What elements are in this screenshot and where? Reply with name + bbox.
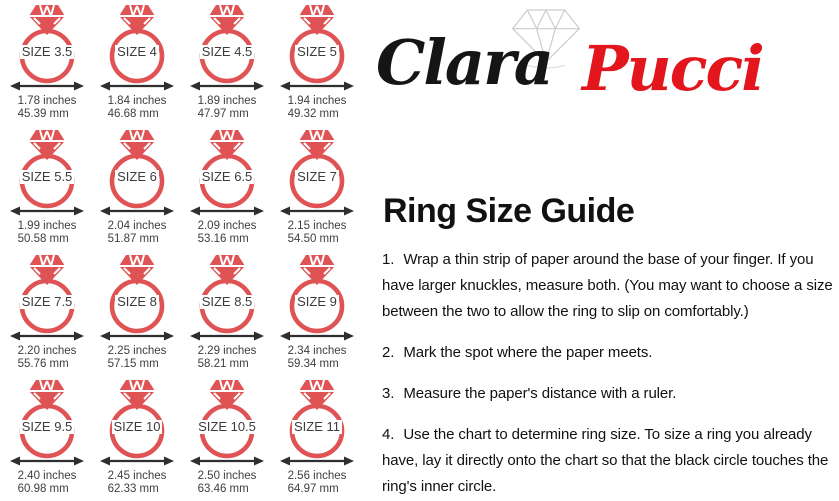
ring-graphic: [272, 4, 362, 94]
ring-size-label: SIZE 4.5: [201, 44, 253, 59]
ring-dimensions: [272, 220, 362, 247]
ring-dimensions: [182, 95, 272, 122]
ring-size-cell: [2, 254, 92, 379]
ring-size-label: SIZE 11: [293, 419, 340, 434]
ring-dimensions: [272, 95, 362, 122]
ring-circle: [292, 281, 342, 331]
ring-size-cell: [182, 254, 272, 379]
ring-size-cell: [272, 379, 362, 501]
diameter-mm: 50.58 mm: [17, 232, 69, 245]
ring-size-label: SIZE 9.5: [21, 419, 73, 434]
ring-graphic: [92, 254, 182, 344]
ring-dimensions: [92, 220, 182, 247]
instruction-step: [382, 340, 839, 366]
diameter-mm: 54.50 mm: [287, 232, 339, 245]
ring-graphic: [272, 379, 362, 469]
diameter-inches: 2.20 inches: [17, 345, 77, 357]
ring-graphic: [182, 4, 272, 94]
ring-size-cell: [182, 379, 272, 501]
diameter-inches: 1.94 inches: [287, 95, 347, 107]
ring-size-cell: [272, 254, 362, 379]
ring-dimensions: [92, 470, 182, 497]
ring-size-label: SIZE 6.5: [201, 169, 253, 184]
brand-logo: [372, 8, 792, 108]
diameter-inches: 2.29 inches: [197, 345, 257, 357]
ring-size-label: SIZE 4: [117, 44, 157, 59]
ring-circle: [112, 156, 162, 206]
diameter-mm: 63.46 mm: [197, 482, 249, 495]
ring-size-cell: [272, 4, 362, 129]
step-number: 3.: [382, 385, 395, 402]
ring-size-cell: [2, 4, 92, 129]
ring-illustration: [92, 4, 182, 94]
ring-graphic: [92, 4, 182, 94]
ring-dimensions: [2, 95, 92, 122]
ring-illustration: [272, 129, 362, 219]
ring-size-label: SIZE 5.5: [21, 169, 73, 184]
diameter-mm: 62.33 mm: [107, 482, 159, 495]
ring-dimensions: [182, 470, 272, 497]
diameter-inches: 2.45 inches: [107, 470, 167, 482]
ring-size-label: SIZE 6: [117, 169, 157, 184]
step-number: 1.: [382, 251, 395, 268]
ring-size-cell: [2, 379, 92, 501]
ring-size-cell: [92, 379, 182, 501]
ring-graphic: [182, 254, 272, 344]
ring-circle: [292, 156, 342, 206]
ring-circle: [22, 406, 72, 456]
ring-illustration: [272, 254, 362, 344]
step-number: 4.: [382, 426, 395, 443]
ring-circle: [292, 31, 342, 81]
diameter-mm: 49.32 mm: [287, 107, 339, 120]
instruction-step: [382, 381, 839, 407]
diameter-mm: 57.15 mm: [107, 357, 159, 370]
diameter-inches: 2.40 inches: [17, 470, 77, 482]
diameter-inches: 2.09 inches: [197, 220, 257, 232]
ring-dimensions: [2, 470, 92, 497]
ring-dimensions: [2, 345, 92, 372]
ring-dimensions: [92, 345, 182, 372]
ring-size-label: SIZE 8.5: [201, 294, 253, 309]
ring-graphic: [272, 254, 362, 344]
diameter-mm: 45.39 mm: [17, 107, 69, 120]
ring-size-cell: [2, 129, 92, 254]
ring-circle: [202, 406, 252, 456]
diameter-mm: 47.97 mm: [197, 107, 249, 120]
ring-illustration: [182, 379, 272, 469]
ring-size-label: SIZE 7.5: [21, 294, 73, 309]
ring-circle: [22, 281, 72, 331]
diameter-mm: 55.76 mm: [17, 357, 69, 370]
ring-graphic: [182, 129, 272, 219]
ring-dimensions: [182, 345, 272, 372]
ring-size-cell: [182, 129, 272, 254]
diameter-inches: 2.04 inches: [107, 220, 167, 232]
diameter-mm: 51.87 mm: [107, 232, 159, 245]
diameter-inches: 1.84 inches: [107, 95, 167, 107]
step-text: Use the chart to determine ring size. To size a ring you already have, lay it directly onto the chart so that the black circle touches the ring's inner circle.: [382, 426, 829, 495]
ring-size-label: SIZE 10.5: [198, 419, 256, 434]
ring-dimensions: [272, 345, 362, 372]
ring-graphic: [92, 379, 182, 469]
ring-graphic: [2, 4, 92, 94]
diameter-inches: 1.78 inches: [17, 95, 77, 107]
ring-size-label: SIZE 9: [297, 294, 337, 309]
ring-illustration: [182, 254, 272, 344]
diameter-inches: 2.56 inches: [287, 470, 347, 482]
page-title: Ring Size Guide: [383, 192, 635, 230]
step-text: Mark the spot where the paper meets.: [403, 344, 653, 361]
ring-circle: [112, 31, 162, 81]
ring-circle: [202, 31, 252, 81]
ring-graphic: [2, 129, 92, 219]
ring-size-label: SIZE 8: [117, 294, 157, 309]
ring-dimensions: [272, 470, 362, 497]
ring-size-chart: [2, 4, 362, 501]
diameter-inches: 1.89 inches: [197, 95, 257, 107]
ring-size-label: SIZE 10: [113, 419, 161, 434]
diameter-mm: 64.97 mm: [287, 482, 339, 495]
step-number: 2.: [382, 344, 395, 361]
instruction-step: [382, 422, 839, 500]
ring-illustration: [92, 129, 182, 219]
diameter-inches: 2.15 inches: [287, 220, 347, 232]
ring-circle: [22, 31, 72, 81]
ring-size-cell: [92, 254, 182, 379]
ring-circle: [112, 281, 162, 331]
diameter-inches: 2.25 inches: [107, 345, 167, 357]
ring-illustration: [272, 4, 362, 94]
instruction-step: [382, 247, 839, 325]
ring-size-label: SIZE 3.5: [21, 44, 73, 59]
ring-illustration: [2, 129, 92, 219]
ring-illustration: [2, 379, 92, 469]
ring-circle: [202, 281, 252, 331]
diameter-mm: 60.98 mm: [17, 482, 69, 495]
ring-illustration: [2, 4, 92, 94]
ring-size-cell: [92, 4, 182, 129]
ring-graphic: [2, 254, 92, 344]
ring-size-label: SIZE 7: [297, 169, 337, 184]
ring-size-cell: [182, 4, 272, 129]
ring-illustration: [182, 4, 272, 94]
diameter-mm: 46.68 mm: [107, 107, 159, 120]
ring-size-label: SIZE 5: [297, 44, 337, 59]
diameter-mm: 59.34 mm: [287, 357, 339, 370]
ring-dimensions: [92, 95, 182, 122]
diameter-inches: 2.50 inches: [197, 470, 257, 482]
ring-illustration: [272, 379, 362, 469]
step-text: Wrap a thin strip of paper around the base of your finger. If you have larger knuckles, measure both. (You may want to choose a size between the two to allow the ring to slip on comfortably.): [382, 251, 833, 320]
diameter-inches: 2.34 inches: [287, 345, 347, 357]
ring-dimensions: [182, 220, 272, 247]
ring-graphic: [272, 129, 362, 219]
step-text: Measure the paper's distance with a ruler.: [403, 385, 677, 402]
brand-word-pucci: Pucci: [582, 32, 763, 105]
ring-illustration: [2, 254, 92, 344]
ring-illustration: [92, 254, 182, 344]
ring-illustration: [182, 129, 272, 219]
ring-graphic: [182, 379, 272, 469]
ring-size-cell: [272, 129, 362, 254]
brand-word-clara: Clara: [376, 26, 552, 99]
diameter-inches: 1.99 inches: [17, 220, 77, 232]
ring-circle: [292, 406, 342, 456]
diameter-mm: 58.21 mm: [197, 357, 249, 370]
ring-graphic: [92, 129, 182, 219]
diameter-mm: 53.16 mm: [197, 232, 249, 245]
ring-circle: [202, 156, 252, 206]
ring-circle: [112, 406, 162, 456]
ring-dimensions: [2, 220, 92, 247]
ring-size-cell: [92, 129, 182, 254]
ring-circle: [22, 156, 72, 206]
ring-illustration: [92, 379, 182, 469]
ring-graphic: [2, 379, 92, 469]
instructions-list: [382, 247, 839, 501]
